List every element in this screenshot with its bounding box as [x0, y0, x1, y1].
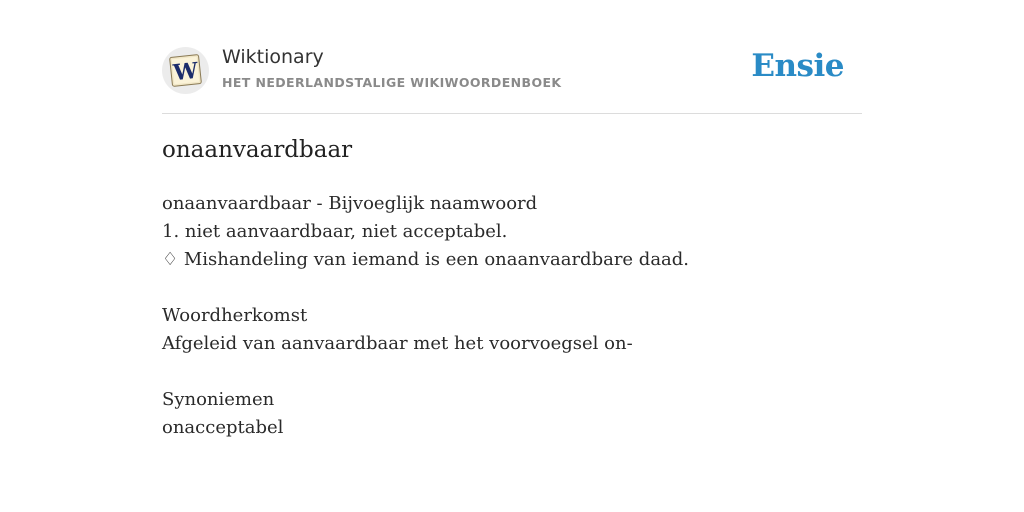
wiktionary-logo-icon[interactable] — [162, 47, 209, 94]
site-name[interactable]: Wiktionary — [222, 46, 324, 68]
header — [162, 0, 862, 114]
page-title: onaanvaardbaar — [162, 137, 353, 163]
page — [162, 0, 862, 438]
site-subtitle: HET NEDERLANDSTALIGE WIKIWOORDENBOEK — [222, 75, 562, 90]
etymology-heading: Woordherkomst — [162, 305, 308, 326]
ensie-logo[interactable]: Ensie — [751, 48, 844, 84]
etymology-text: Afgeleid van aanvaardbaar met het voorvoegsel on- — [162, 333, 633, 354]
synonyms-text: onacceptabel — [162, 417, 284, 438]
definition-item: 1. niet aanvaardbaar, niet acceptabel. — [162, 221, 508, 242]
example-sentence: ♢ Mishandeling van iemand is een onaanvaardbare daad. — [162, 249, 690, 270]
entry-content — [162, 190, 689, 442]
spacer — [162, 358, 689, 386]
synonyms-heading: Synoniemen — [162, 389, 275, 410]
spacer — [162, 274, 689, 302]
definition-heading: onaanvaardbaar - Bijvoeglijk naamwoord — [162, 193, 538, 214]
svg-text:W: W — [172, 57, 200, 87]
